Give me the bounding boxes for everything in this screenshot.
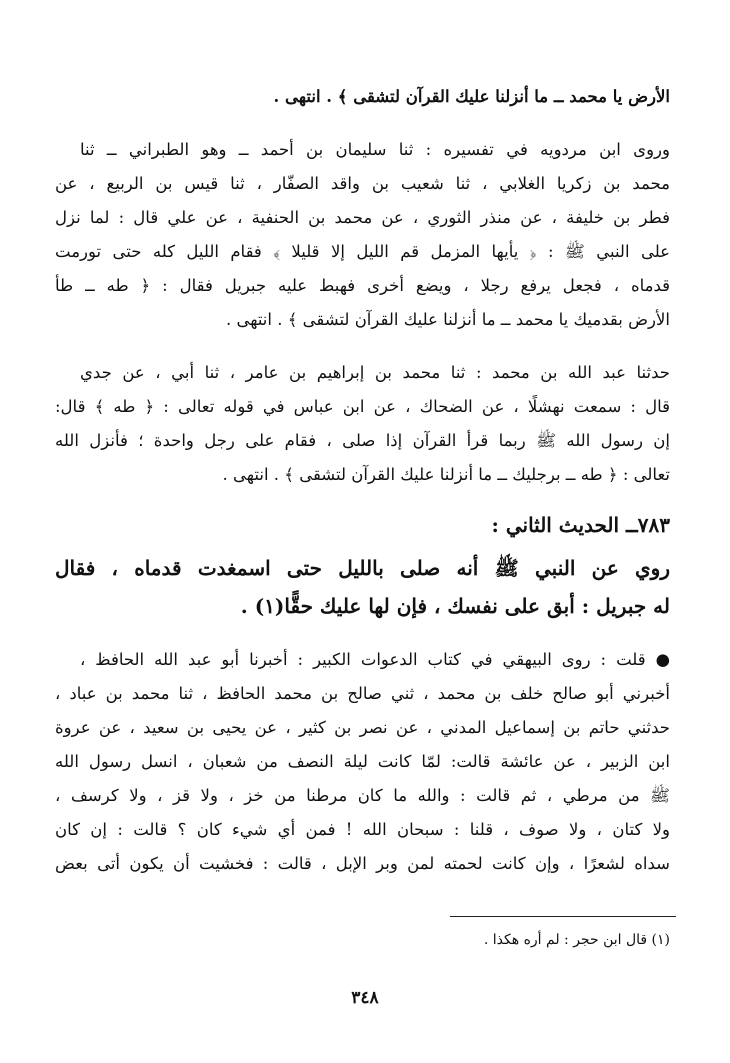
- text-line: إن رسول الله ﷺ ربما قرأ القرآن إذا صلى ، فقام على رجل واحدة ؛ فأنزل الله: [55, 431, 670, 450]
- text-line: وروى ابن مردويه في تفسيره : ثنا سليمان بن أحمد ــ وهو الطبراني ــ ثنا: [80, 140, 670, 159]
- text-line: الأرض بقدميك يا محمد ــ ما أنزلنا عليك القرآن لتشقى ﴾ . انتهى .: [225, 310, 670, 329]
- footnote: (١) قال ابن حجر : لم أره هكذا .: [483, 932, 670, 948]
- text-line: الأرض يا محمد ــ ما أنزلنا عليك القرآن لتشقى ﴾ . انتهى .: [273, 87, 670, 106]
- commentary-line: ● قلت : روى البيهقي في كتاب الدعوات الكبير : أخبرنا أبو عبد الله الحافظ ،: [80, 650, 670, 669]
- commentary-line: أخبرني أبو صالح خلف بن محمد ، ثني صالح بن محمد الحافظ ، ثنا محمد بن عباد ،: [55, 684, 670, 703]
- commentary-line: ولا كتان ، ولا صوف ، قلنا : سبحان الله ! فمن أي شيء كان ؟ قالت : إن كان: [55, 820, 670, 839]
- text-line: فطر بن خليفة ، عن منذر الثوري ، عن محمد بن الحنفية ، عن علي قال : لما نزل: [55, 208, 670, 227]
- text-line: قال : سمعت نهشلًا ، عن الضحاك ، عن ابن عباس في قوله تعالى : ﴿ طه ﴾ قال:: [55, 397, 670, 416]
- text-line: قدماه ، فجعل يرفع رجلا ، ويضع أخرى فهبط عليه جبريل فقال : ﴿ طه ــ طأ: [55, 276, 670, 295]
- hadith-text-line: له جبريل : أبق على نفسك ، فإن لها عليك حقًّا(١) .: [240, 594, 670, 618]
- text-line: حدثنا عبد الله بن محمد : ثنا محمد بن إبراهيم بن عامر ، ثنا أبي ، عن جدي: [80, 363, 670, 382]
- commentary-line: سداه لشعرًا ، وإن كانت لحمته لمن وبر الإبل ، قالت : فخشيت أن يكون أتى بعض: [55, 854, 670, 873]
- text-line: تعالى : ﴿ طه ــ برجليك ــ ما أنزلنا عليك القرآن لتشقى ﴾ . انتهى .: [222, 465, 670, 484]
- hadith-heading: ٧٨٣ــ الحديث الثاني :: [491, 513, 670, 537]
- footnote-divider: [450, 916, 676, 917]
- commentary-line: حدثني حاتم بن إسماعيل المدني ، عن نصر بن كثير ، عن يحيى بن سعيد ، عن عروة: [55, 718, 670, 737]
- hadith-text-line: روي عن النبي ﷺ أنه صلى بالليل حتى اسمغدت قدماه ، فقال: [55, 556, 670, 580]
- text-line: محمد بن زكريا الغلابي ، ثنا شعيب بن واقد الصفّار ، ثنا قيس بن الربيع ، عن: [55, 174, 670, 193]
- commentary-line: ابن الزبير ، عن عائشة قالت: لمّا كانت ليلة النصف من شعبان ، انسل رسول الله: [55, 752, 670, 771]
- text-line: على النبي ﷺ : ﴿ يأيها المزمل قم الليل إلا قليلا ﴾ فقام الليل كله حتى تورمت: [55, 242, 670, 261]
- commentary-line: ﷺ من مرطي ، ثم قالت : والله ما كان مرطنا من خز ، ولا قز ، ولا كرسف ،: [55, 786, 670, 805]
- page-number: ٣٤٨: [351, 988, 379, 1008]
